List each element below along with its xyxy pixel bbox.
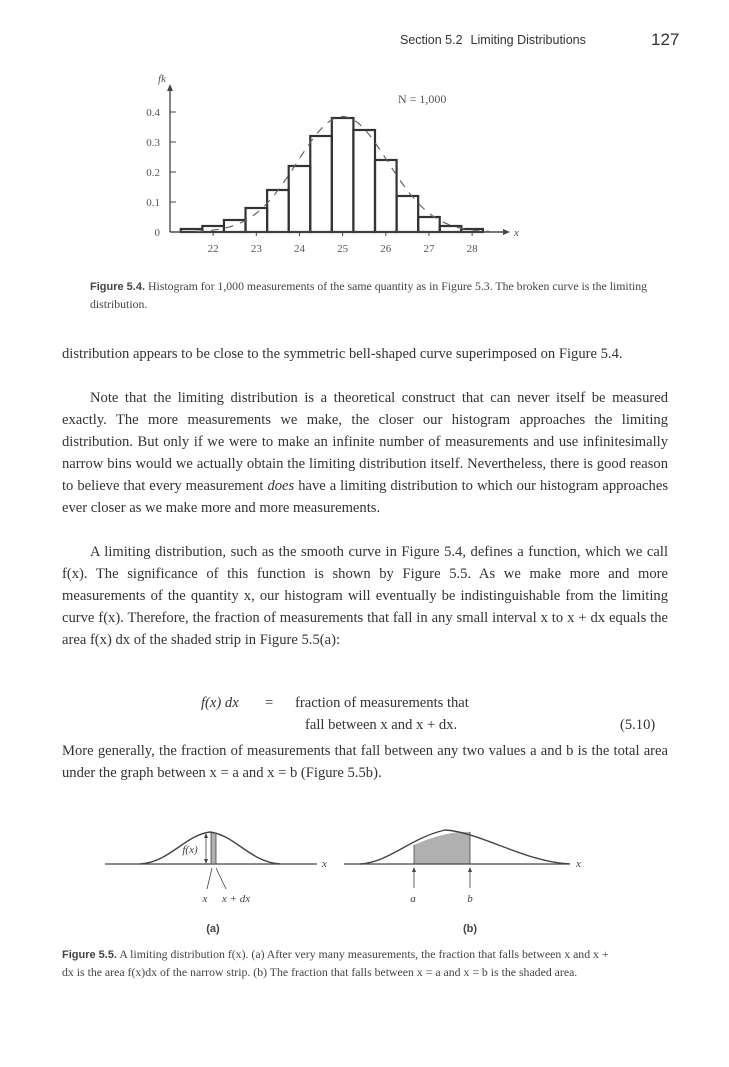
page-number: 127	[651, 30, 680, 49]
shaded-area	[414, 832, 470, 864]
y-tick-label: 0.3	[146, 137, 160, 149]
emphasis-text: does	[267, 478, 295, 494]
equation-number: (5.10)	[620, 717, 656, 733]
a-tick-label: a	[410, 893, 416, 905]
y-tick-label: 0.1	[146, 197, 160, 209]
x-tick-label: 28	[466, 243, 478, 255]
x-tick-label: 26	[380, 243, 392, 255]
x-tick-label: x	[202, 893, 208, 905]
y-tick-label: 0.4	[146, 107, 160, 119]
x-tick-label: 23	[250, 243, 262, 255]
y-tick-label: 0.2	[146, 167, 160, 179]
paragraph-more-generally: More generally, the fraction of measurements that fall between any two values a and b is the total area under the graph between x = a and x = b (Figure 5.5b).	[62, 743, 668, 781]
panel-a-x-label: x	[322, 858, 327, 870]
panel-b-x-label: x	[576, 858, 581, 870]
x-axis-label: x	[514, 227, 519, 239]
paragraph-continued: distribution appears to be close to the symmetric bell-shaped curve superimposed on Figure 5.4.	[62, 346, 623, 362]
paragraph-limiting-function: A limiting distribution, such as the smooth curve in Figure 5.4, defines a function, which we call f(x). The significance of this function is shown by Figure 5.5. As we make more and more measurements of the quantity x, our histogram will eventually be indistinguishable from the limiting curve f(x). Therefore, the fraction of measurements that fall in any small interval x to x + dx equals the area f(x) dx of the shaded strip in Figure 5.5(a):	[62, 544, 668, 648]
fx-label: f(x)	[182, 844, 198, 856]
narrow-strip	[211, 833, 216, 864]
b-arrowhead	[468, 867, 472, 872]
y-tick-label: 0	[154, 227, 160, 239]
figure-label: Figure 5.5.	[62, 949, 118, 961]
equation-rhs-line-1: fraction of measurements that	[295, 695, 469, 711]
caption-text: A limiting distribution f(x). (a) After very many measurements, the fraction that falls between x and x + dx is the area f(x)dx of the narrow strip. (b) The fraction that falls between x = a and x = b is the shaded area.	[62, 947, 609, 979]
panel-a-label: (a)	[206, 923, 220, 935]
panel-a-curve	[140, 832, 280, 864]
a-arrowhead	[412, 867, 416, 872]
figure-5-5-caption	[62, 946, 622, 981]
section-name: Limiting Distributions	[470, 33, 586, 47]
x-tick-label: 27	[423, 243, 435, 255]
x-plus-dx-tick-label: x + dx	[221, 893, 251, 905]
x-tick-label: 22	[207, 243, 219, 255]
paragraph-text: Note that the limiting distribution is a theoretical construct that can never itself be measured exactly. The more measurements we make, the closer our histogram approaches the limiting distribution. But only if we were to make an infinite number of measurements and use infinitesimally narrow bins would we actually obtain the limiting distribution itself. Nevertheless, there is good reason to believe that every measurement	[62, 390, 668, 494]
caption-text: Histogram for 1,000 measurements of the same quantity as in Figure 5.3. The broken curve is the limiting distribution.	[90, 279, 648, 311]
sample-size-label: N = 1,000	[398, 92, 447, 106]
equation-rhs-line-2: fall between x and x + dx.	[305, 717, 458, 733]
equation-lhs: f(x) dx	[201, 695, 239, 711]
x-tick-label: 24	[293, 243, 305, 255]
paragraph-text: have a limiting distribution to which our histogram approaches ever closer as we make more and more measurements.	[62, 478, 668, 516]
x-pointer	[207, 868, 212, 889]
panel-a	[105, 832, 327, 935]
section-number: Section 5.2	[400, 33, 463, 47]
panel-b-label: (b)	[462, 923, 478, 935]
equation-equals: =	[265, 695, 274, 711]
y-axis-label: fk	[158, 73, 166, 85]
x-dx-pointer	[216, 868, 226, 889]
b-tick-label: b	[467, 893, 473, 905]
panel-b	[344, 830, 581, 935]
fx-arrowhead-bottom	[204, 859, 208, 864]
figure-label: Figure 5.4.	[90, 281, 146, 293]
x-tick-label: 25	[337, 243, 349, 255]
